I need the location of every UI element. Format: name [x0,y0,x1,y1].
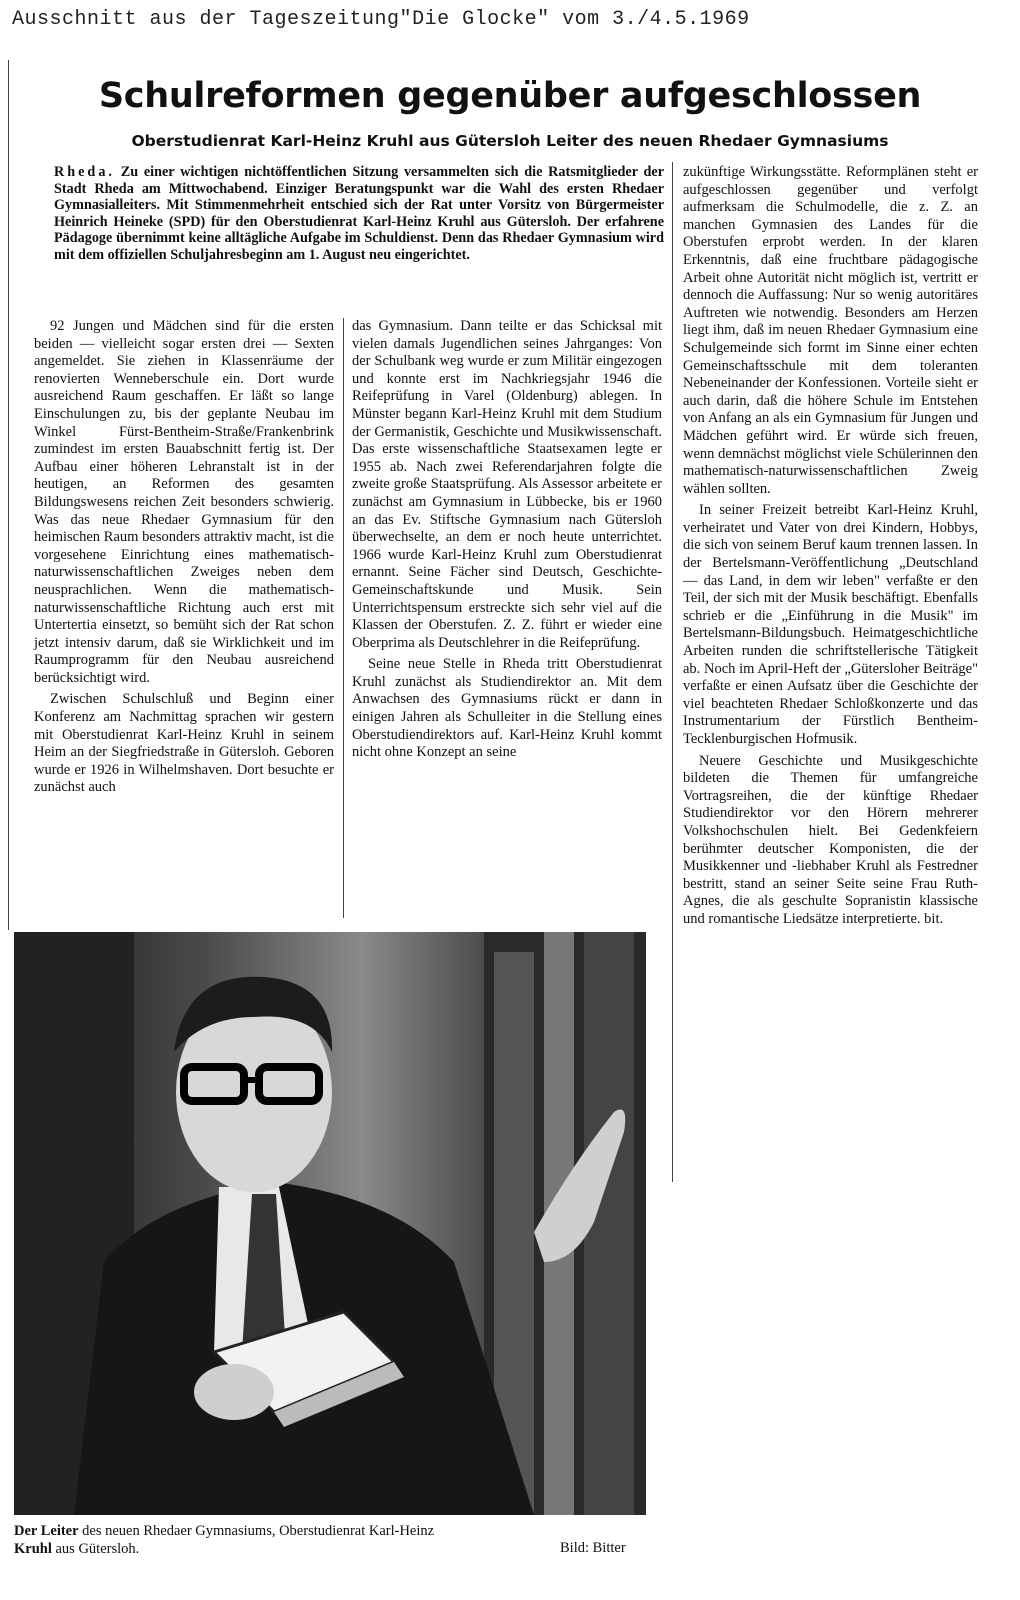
column-rule-1 [343,318,344,918]
headline: Schulreformen gegenüber aufgeschlossen [98,76,922,116]
portrait-illustration [14,932,646,1515]
lead-text: Zu einer wichtigen nichtöffentlichen Sitzung versammelten sich die Ratsmitglieder der Stadt Rheda am Mittwochabend. Einziger Beratungspunkt war die Wahl des ersten Rhedaer Gymnasialleiters. Mit Stimmenmehrheit entschied sich der Rat unter Vorsitz von Bürgermeister Heinrich Heineke (SPD) für den Oberstudienrat Karl-Heinz Kruhl aus Gütersloh. Der erfahrene Pädagoge übernimmt keine alltägliche Aufgabe im Schuldienst. Denn das Rhedaer Gymnasium wird mit dem offiziellen Schuljahresbeginn am 1. August neu eingerichtet. [54,164,664,263]
caption-name: Kruhl [14,1541,52,1557]
paragraph: das Gymnasium. Dann teilte er das Schicksal mit vielen damals Jugendlichen seines Jahrganges: Von der Schulbank weg wurde er zum Militär eingezogen und konnte erst im Nachkriegsjahr 1946 die Reifeprüfung in Varel (Oldenburg) ablegen. In Münster begann Karl-Heinz Kruhl mit dem Studium der Germanistik, Geschichte und Musikwissenschaft. Das erste wissenschaftliche Staatsexamen legte er 1955 ab. Nach zwei Referendarjahren folgte die zweite große Staatsprüfung. Als Assessor arbeitete er zunächst am Gymnasium in Lübbecke, bis er 1960 an das Ev. Stiftsche Gymnasium nach Gütersloh überwechselte, an dem er noch heute unterrichtet. 1966 wurde Karl-Heinz Kruhl zum Oberstudienrat ernannt. Seine Fächer sind Deutsch, Geschichte-Gemeinschaftskunde und Musik. Sein Unterrichtspensum erstreckte sich sehr viel auf die Klassen der Oberstufen. Z. Z. führt er wieder eine Oberprima als Deutschlehrer in die Reifeprüfung. [352,318,662,651]
article-column-3 [683,164,978,933]
article-column-2 [352,318,662,766]
caption-text: des neuen Rhedaer Gymnasiums, Oberstudienrat Karl-Heinz [78,1523,435,1539]
paragraph: Neuere Geschichte und Musikgeschichte bildeten die Themen für umfangreiche Vortragsreihen, die der künftige Rhedaer Studiendirektor vor den Hörern mehrerer Volkshochschulen hielt. Bei Gedenkfeiern berühmter deutscher Komponisten, die der Musikkenner und -liebhaber Kruhl als Festredner bestritt, stand an seiner Seite seine Frau Ruth-Agnes, die als geschulte Sopranistin klassische und romantische Liedsätze interpretierte. bit. [683,752,978,927]
portrait-photo [14,932,646,1515]
clipping-header: Ausschnitt aus der Tageszeitung"Die Glocke" vom 3./4.5.1969 [12,8,750,31]
paragraph: Zwischen Schulschluß und Beginn einer Konferenz am Nachmittag sprachen wir gestern mit Oberstudienrat Karl-Heinz Kruhl in seinem Heim an der Siegfriedstraße in Gütersloh. Geboren wurde er 1926 in Wilhelmshaven. Dort besuchte er zunächst auch [34,691,334,796]
photo-credit: Bild: Bitter [560,1540,626,1556]
paragraph: zukünftige Wirkungsstätte. Reformplänen steht er aufgeschlossen gegenüber und verfolgt aufmerksam die Schulmodelle, die z. Z. an manchen Gymnasien des Landes für die Oberstufen erprobt werden. In der klaren Erkenntnis, daß eine fruchtbare pädagogische Arbeit ohne Autorität nicht möglich ist, vertritt er dennoch die Auffassung: Nur so wenig autoritäres Auftreten wie notwendig. Besonders am Herzen liegt ihm, daß im neuen Rhedaer Gymnasium eine Schulgemeinde sich formt im Sinne einer echten Gemeinschaftsschule mit dem toleranten Nebeneinander der Konfessionen. Vorteile sieht er auch darin, daß die höhere Schule im Entstehen von Anfang an als ein Gymnasium für Jungen und Mädchen geführt wird. Er würde sich freuen, wenn demnächst möglichst viele Schülerinnen den mathematisch-naturwissenschaftlichen Zweig wählen sollten. [683,164,978,497]
lead-paragraph [54,164,664,264]
paragraph: Seine neue Stelle in Rheda tritt Oberstudienrat Kruhl zunächst als Studiendirektor an. Mit dem Anwachsen des Gymnasiums rückt er dann in einigen Jahren als Schulleiter in die Stellung eines Oberstudiendirektors auf. Karl-Heinz Kruhl kommt nicht ohne Konzept an seine [352,656,662,761]
article-column-1 [34,318,334,801]
caption-text-end: aus Gütersloh. [51,1541,140,1557]
paragraph: 92 Jungen und Mädchen sind für die ersten beiden — vielleicht sogar ersten drei — Sexten angemeldet. Sie ziehen in Klassenräume der renovierten Wenneberschule ein. Dort wurde ausreichend Raum geschaffen. Er läßt so lange Einschulungen zu, bis der geplante Neubau im Winkel Fürst-Bentheim-Straße/Frankenbrink zumindest im ersten Bauabschnitt fertig ist. Der Aufbau einer höheren Lehranstalt ist in der heutigen, an Reformen des gesamten Bildungswesens reichen Zeit besonders schwierig. Was das neue Rhedaer Gymnasium für den heimischen Raum besonders attraktiv macht, ist die vorgesehene Einrichtung eines mathematisch-naturwissenschaftlichen Zweiges neben dem neusprachlichen. Wenn die mathematisch-naturwissenschaftliche Richtung auch erst mit Untertertia einsetzt, so bemüht sich der Rat schon jetzt intensiv darum, daß sie Wirklichkeit und im Raumprogramm für den Neubau ausreichend berücksichtigt wird. [34,318,334,686]
column-rule-2 [672,162,673,1182]
photo-caption [14,1522,646,1558]
subheadline: Oberstudienrat Karl-Heinz Kruhl aus Gütersloh Leiter des neuen Rhedaer Gymnasiums [131,132,889,150]
dateline-place: Rheda. [54,164,115,180]
left-border-rule [8,60,9,930]
paragraph: In seiner Freizeit betreibt Karl-Heinz Kruhl, verheiratet und Vater von drei Kindern, Hobbys, die sich von seinem Beruf kaum trennen lassen. In der Bertelsmann-Veröffentlichung „Deutschland — das Land, in dem wir leben" verfaßte er den Teil, der sich mit der Musik beschäftigt. Ebenfalls schrieb er die „Einführung in die Musik" im Bertelsmann-Bildungsbuch. Heimatgeschichtliche Arbeiten runden die schriftstellerische Tätigkeit ab. Noch im April-Heft der „Gütersloher Beiträge" verfaßte er einen Aufsatz über die Geschichte der viel beachteten Rhedaer Schloßkonzerte und das Instrumentarium der Fürstlich Bentheim-Tecklenburgischen Hofmusik. [683,502,978,747]
caption-bold-start: Der Leiter [14,1523,79,1539]
